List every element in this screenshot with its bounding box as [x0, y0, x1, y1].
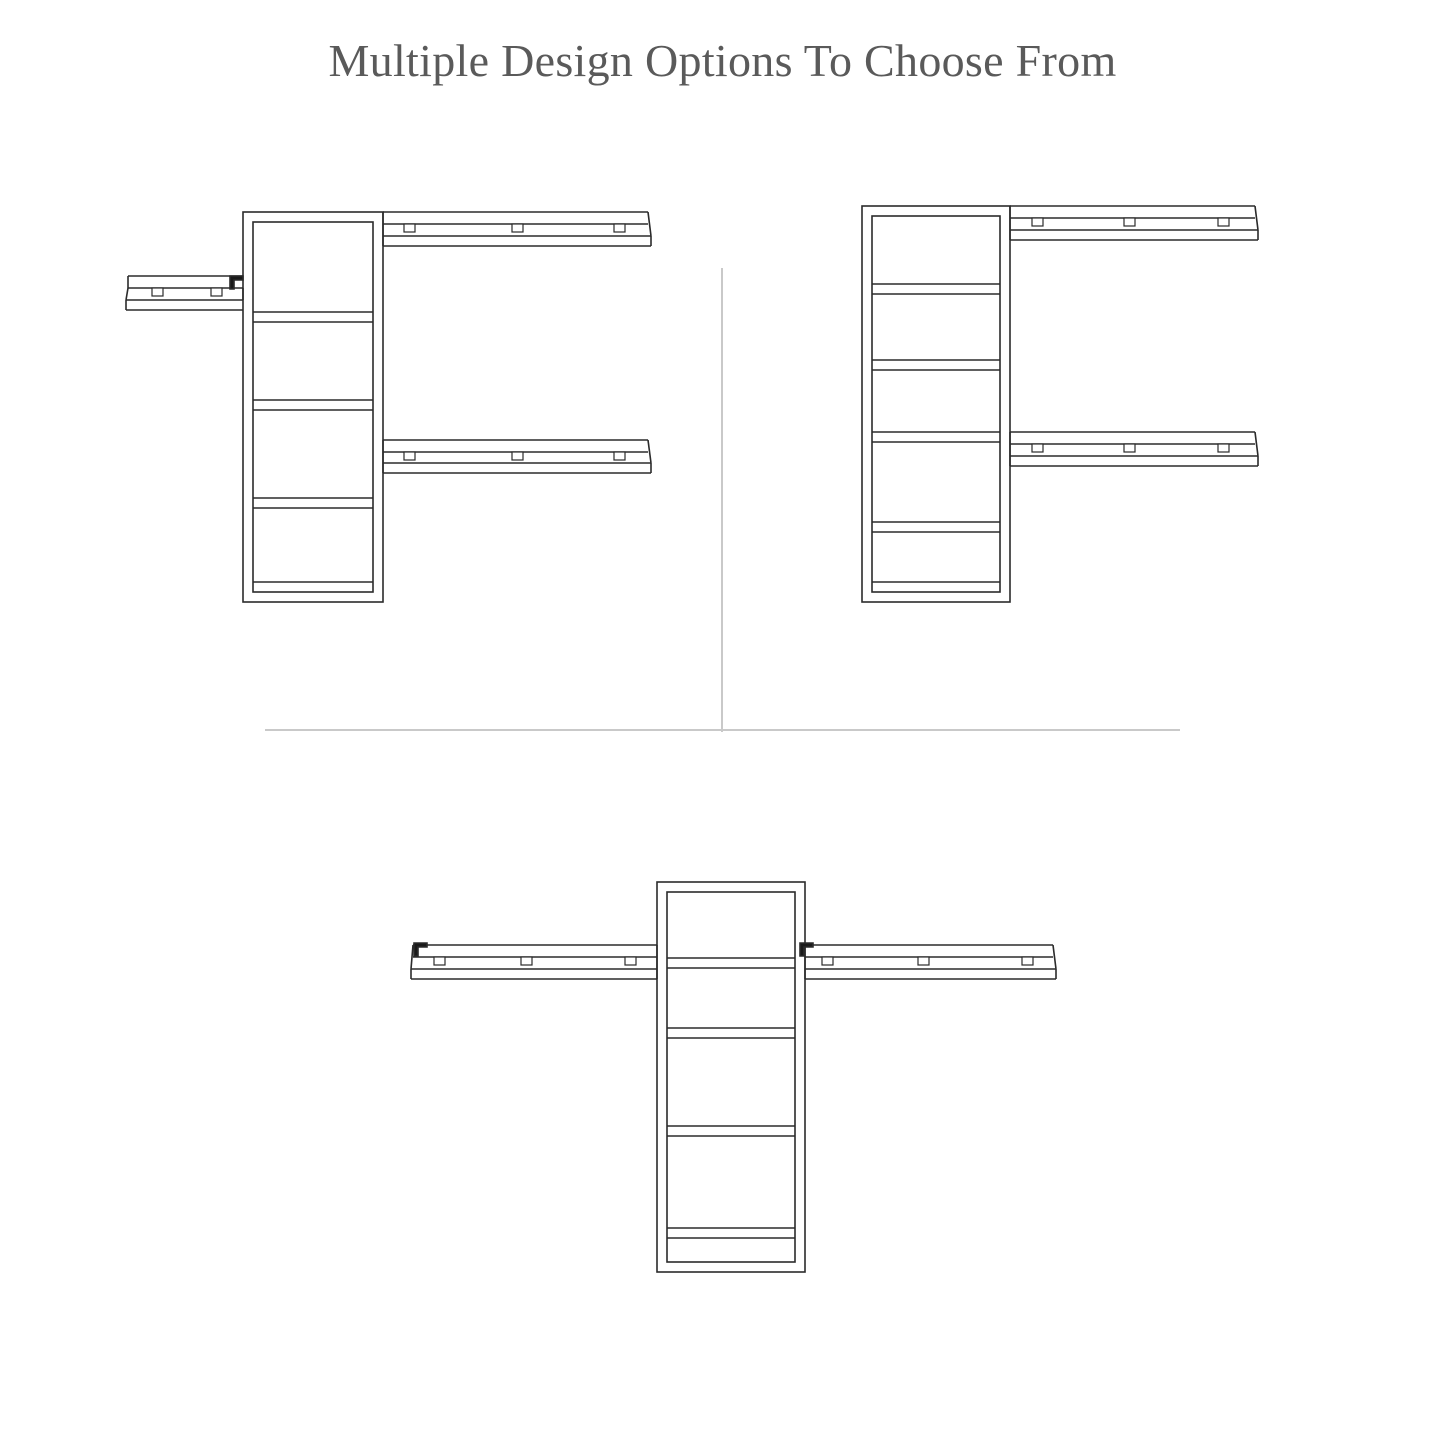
tower-left — [243, 212, 383, 602]
rod-bottom-left — [411, 943, 657, 979]
rod-right-lower — [0, 438, 651, 473]
rod-left-upper — [126, 276, 243, 310]
design-option-left — [0, 210, 651, 602]
tower-bottom — [657, 882, 805, 1272]
rod-right-design-lower — [0, 430, 1258, 466]
rod-right-design-upper — [0, 204, 1258, 240]
page-title: Multiple Design Options To Choose From — [328, 35, 1117, 86]
rod-right-upper — [0, 210, 651, 246]
design-option-right — [0, 204, 1258, 602]
tower-right — [862, 206, 1010, 602]
divider-lines — [265, 268, 1180, 732]
design-option-bottom — [0, 882, 1056, 1272]
